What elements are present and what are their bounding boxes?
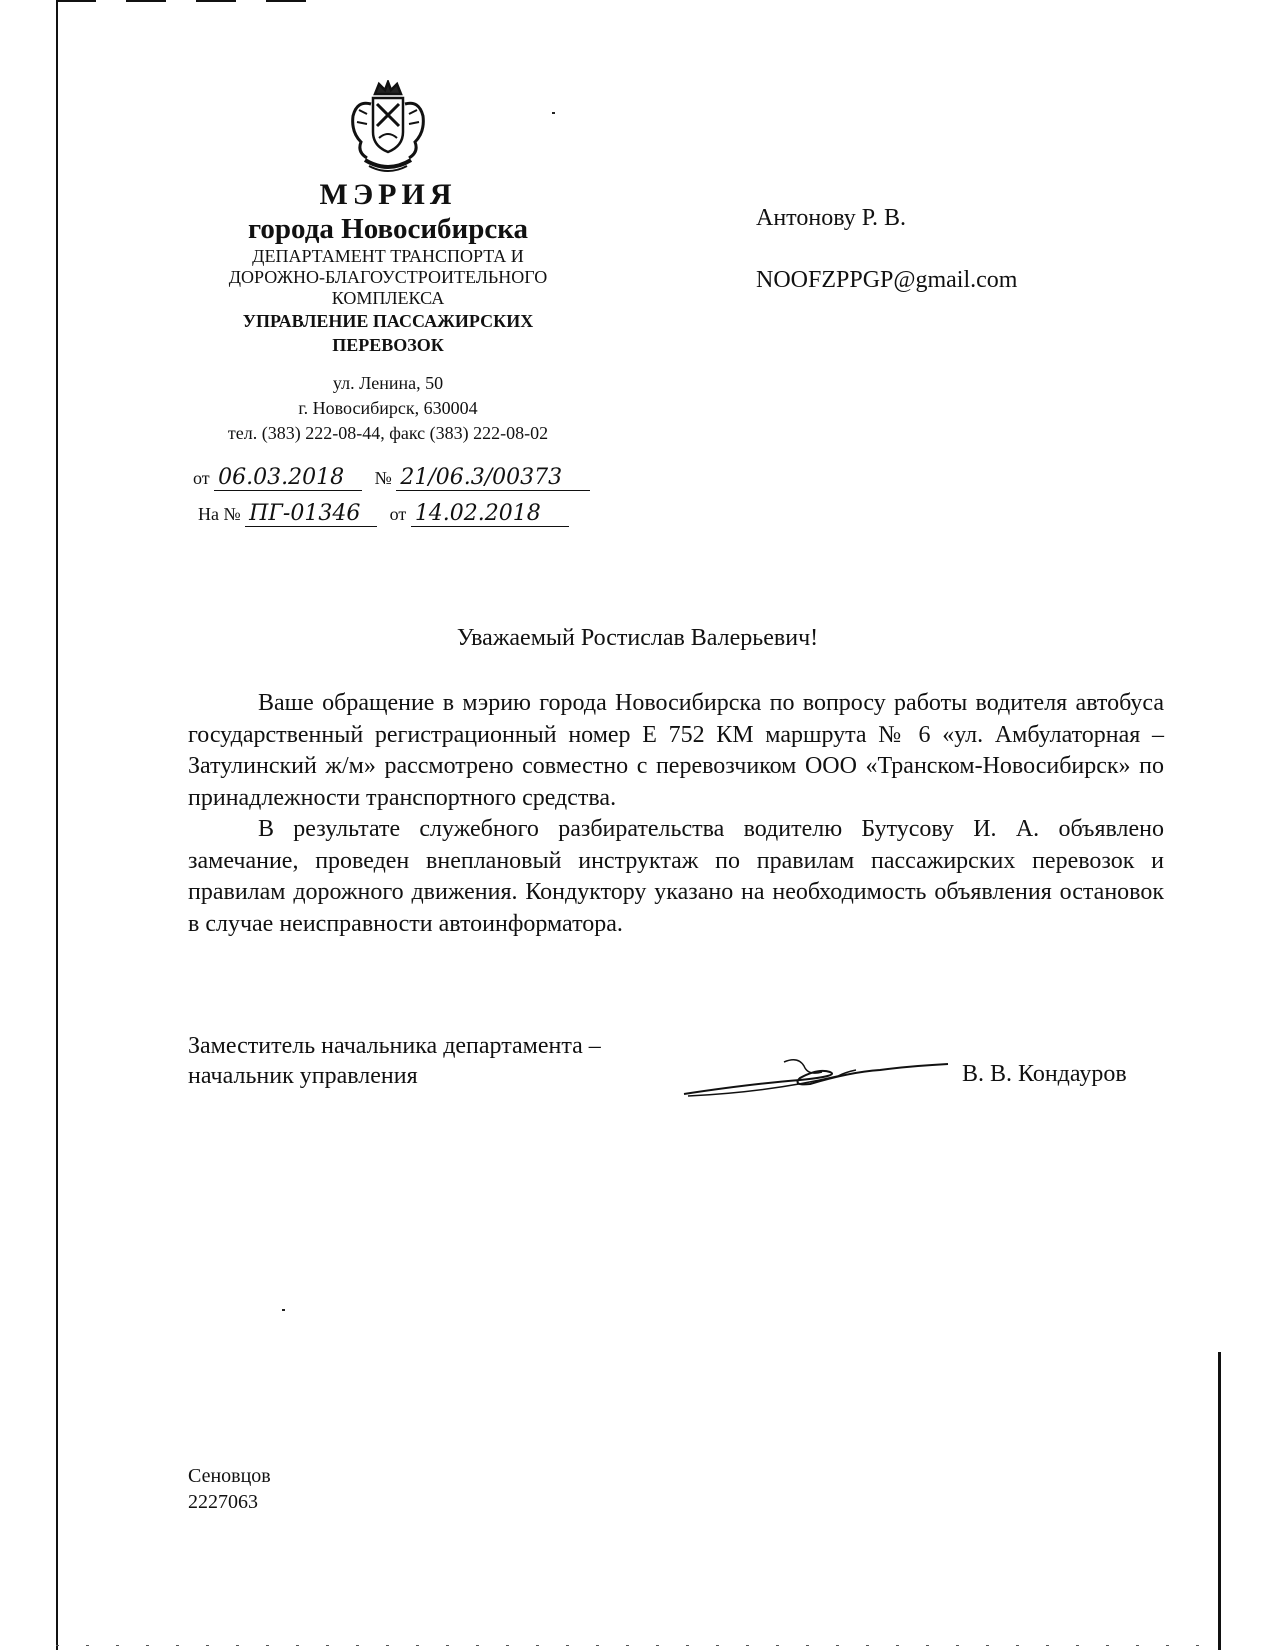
letterhead bbox=[178, 178, 598, 446]
address-street: ул. Ленина, 50 bbox=[332, 373, 444, 393]
reply-number: ПГ-01346 bbox=[245, 502, 377, 527]
scan-speck bbox=[552, 112, 555, 114]
scan-border-bottom bbox=[56, 1645, 1206, 1646]
handwritten-signature bbox=[680, 1050, 952, 1100]
phone-fax: тел. (383) 222-08-44, факс (383) 222-08-02 bbox=[227, 423, 549, 443]
office-line: УПРАВЛЕНИЕ ПАССАЖИРСКИХ bbox=[242, 311, 534, 331]
reply-date: 14.02.2018 bbox=[411, 502, 569, 527]
scan-speck bbox=[282, 1309, 285, 1311]
recipient-email: NOOFZPPGP@gmail.com bbox=[756, 267, 1018, 293]
from-label: от bbox=[193, 468, 210, 488]
letter-body bbox=[188, 688, 1164, 940]
executor-info bbox=[188, 1463, 271, 1515]
address-city: г. Новосибирск, 630004 bbox=[298, 398, 478, 418]
executor-phone: 2227063 bbox=[188, 1491, 258, 1513]
coat-of-arms-icon bbox=[345, 80, 431, 176]
letter-paragraph: В результате служебного разбирательства водителю Бутусову И. А. объявлено замечание, проведен внеплановый инструктаж по правилам пассажирских перевозок и правилам дорожного движения. Кондуктору указано на необходимость объявления остановок в случае неисправности автоинформатора. bbox=[188, 816, 1164, 937]
department-line: КОМПЛЕКСА bbox=[331, 288, 445, 308]
outgoing-number: 21/06.3/00373 bbox=[396, 466, 590, 491]
office-line: ПЕРЕВОЗОК bbox=[332, 335, 444, 355]
department-line: ДЕПАРТАМЕНТ ТРАНСПОРТА И bbox=[252, 246, 524, 266]
salutation: Уважаемый Ростислав Валерьевич! bbox=[456, 625, 819, 651]
scan-mark-right bbox=[1218, 1352, 1221, 1650]
letterhead-title: МЭРИЯ bbox=[319, 178, 457, 211]
signer-name: В. В. Кондауров bbox=[962, 1061, 1127, 1087]
reply-number-label: На № bbox=[198, 504, 241, 524]
scan-border-left bbox=[56, 0, 58, 1650]
letter-paragraph: Ваше обращение в мэрию города Новосибирска по вопросу работы водителя автобуса государственный регистрационный номер Е 752 КМ маршрута № 6 «ул. Амбулаторная – Затулинский ж/м» рассмотрено совместно с перевозчиком ООО «Транском-Новосибирск» по принадлежности транспортного средства. bbox=[188, 690, 1164, 811]
signer-title-line: начальник управления bbox=[188, 1063, 418, 1089]
recipient-name: Антонову Р. В. bbox=[756, 205, 907, 231]
department-line: ДОРОЖНО-БЛАГОУСТРОИТЕЛЬНОГО bbox=[228, 267, 548, 287]
signer-title bbox=[188, 1031, 601, 1091]
registration-line-outgoing bbox=[193, 466, 590, 491]
outgoing-date: 06.03.2018 bbox=[214, 466, 362, 491]
number-label: № bbox=[374, 468, 392, 488]
executor-name: Сеновцов bbox=[188, 1465, 271, 1487]
registration-line-reply bbox=[198, 502, 569, 527]
letterhead-city: города Новосибирска bbox=[247, 213, 529, 245]
signer-title-line: Заместитель начальника департамента – bbox=[188, 1033, 601, 1059]
scan-border-top bbox=[56, 0, 316, 2]
reply-from-label: от bbox=[389, 504, 407, 524]
